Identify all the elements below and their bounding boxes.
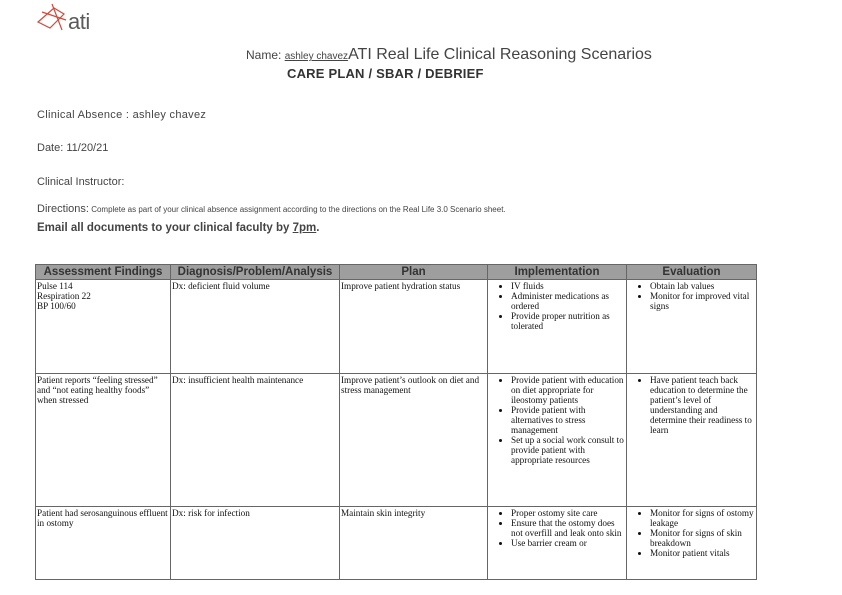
assessment-line: BP 100/60	[37, 301, 76, 311]
plan-cell: Improve patient hydration status	[340, 280, 488, 374]
diagnosis-cell: Dx: insufficient health maintenance	[171, 374, 340, 507]
implementation-cell	[488, 280, 627, 374]
list-item: • Provide patient with education on diet appropriate for ileostomy patients	[511, 375, 625, 405]
evaluation-cell	[627, 507, 757, 580]
assessment-cell: Patient had serosanguinous effluent in ostomy	[36, 507, 171, 580]
list-item: • Monitor for improved vital signs	[650, 291, 755, 311]
directions-text: Complete as part of your clinical absence assignment according to the directions on the Real Life 3.0 Scenario sheet.	[88, 205, 506, 214]
list-item: • Have patient teach back education to determine the patient’s level of understanding and determine their readiness to learn	[650, 375, 755, 435]
header-plan: Plan	[340, 265, 488, 280]
implementation-cell	[488, 507, 627, 580]
student-name: ashley chavez	[284, 51, 349, 62]
header-evaluation: Evaluation	[627, 265, 757, 280]
evaluation-cell	[627, 280, 757, 374]
assessment-cell: Patient reports “feeling stressed” and “not eating healthy foods” when stressed	[36, 374, 171, 507]
table-row	[36, 280, 757, 374]
assessment-line: Respiration 22	[37, 291, 91, 301]
header-assessment: Assessment Findings	[36, 265, 171, 280]
clinical-absence-field: Clinical Absence : ashley chavez	[37, 109, 207, 121]
header-diagnosis: Diagnosis/Problem/Analysis	[171, 265, 340, 280]
directions-label: Directions:	[37, 203, 89, 215]
clinical-instructor-field: Clinical Instructor:	[37, 176, 125, 188]
email-deadline: 7pm	[292, 222, 317, 234]
care-plan-table	[35, 264, 757, 580]
list-item: • Set up a social work consult to provide patient with appropriate resources	[511, 435, 625, 465]
list-item: • IV fluids	[511, 281, 625, 291]
plan-cell: Maintain skin integrity	[340, 507, 488, 580]
page-subtitle: CARE PLAN / SBAR / DEBRIEF	[287, 66, 484, 81]
assessment-line: Pulse 114	[37, 281, 73, 291]
list-item: • Monitor for signs of skin breakdown	[650, 528, 755, 548]
directions	[37, 199, 506, 217]
list-item: • Administer medications as ordered	[511, 291, 625, 311]
implementation-cell	[488, 374, 627, 507]
email-instruction	[37, 222, 319, 234]
date-field: Date: 11/20/21	[37, 142, 109, 154]
title-line	[246, 46, 652, 64]
table-header-row	[36, 265, 757, 280]
plan-cell: Improve patient’s outlook on diet and stress management	[340, 374, 488, 507]
email-suffix: .	[316, 222, 320, 234]
list-item: • Use barrier cream or	[511, 538, 625, 548]
diagnosis-cell: Dx: deficient fluid volume	[171, 280, 340, 374]
email-prefix: Email all documents to your clinical faculty by	[37, 222, 293, 234]
list-item: • Provide proper nutrition as tolerated	[511, 311, 625, 331]
name-label: Name:	[246, 48, 285, 62]
header-implementation: Implementation	[488, 265, 627, 280]
page-title: ATI Real Life Clinical Reasoning Scenarios	[348, 46, 652, 63]
evaluation-cell	[627, 374, 757, 507]
assessment-cell	[36, 280, 171, 374]
list-item: • Ensure that the ostomy does not overfill and leak onto skin	[511, 518, 625, 538]
list-item: • Proper ostomy site care	[511, 508, 625, 518]
table-row	[36, 374, 757, 507]
logo-text: ati	[68, 9, 90, 34]
list-item: • Monitor for signs of ostomy leakage	[650, 508, 755, 528]
list-item: • Monitor patient vitals	[650, 548, 755, 558]
list-item: • Provide patient with alternatives to stress management	[511, 405, 625, 435]
diagnosis-cell: Dx: risk for infection	[171, 507, 340, 580]
list-item: • Obtain lab values	[650, 281, 755, 291]
table-row	[36, 507, 757, 580]
